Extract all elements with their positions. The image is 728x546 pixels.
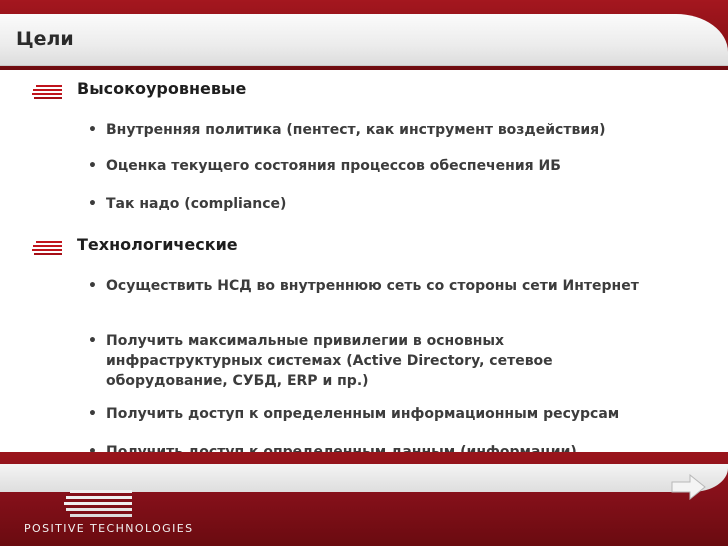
list-item-text: Внутренняя политика (пентест, как инструмент воздействия) (106, 122, 606, 138)
next-arrow-icon[interactable] (670, 474, 706, 500)
positive-technologies-logo-icon (64, 490, 136, 520)
list-item (88, 331, 648, 391)
list-item (88, 156, 698, 176)
slide-title: Цели (16, 28, 74, 50)
list-item-text: Оценка текущего состояния процессов обеспечения ИБ (106, 158, 561, 174)
list-item-text: Получить максимальные привилегии в основных инфраструктурных системах (Active Directory, сетевое оборудование, СУБД, ERP и пр.) (106, 333, 553, 389)
section-label: Технологические (77, 235, 238, 254)
red-stripes-icon (32, 241, 64, 255)
bullet-dot-icon: • (88, 278, 97, 294)
footer-strip (0, 464, 728, 492)
bullet-dot-icon: • (88, 122, 97, 138)
list-item (88, 120, 698, 140)
list-item (88, 194, 698, 214)
list-item-text: Так надо (compliance) (106, 196, 287, 212)
bullet-dot-icon: • (88, 158, 97, 174)
bullet-dot-icon: • (88, 406, 97, 422)
list-item-text: Осуществить НСД во внутреннюю сеть со стороны сети Интернет (106, 278, 639, 294)
title-bar (0, 14, 728, 66)
list-item (88, 276, 648, 296)
section-label: Высокоуровневые (77, 79, 247, 98)
red-stripes-icon (32, 85, 64, 99)
list-item (88, 404, 698, 424)
bullet-dot-icon: • (88, 196, 97, 212)
logo-text: POSITIVE TECHNOLOGIES (24, 522, 194, 535)
list-item-text: Получить доступ к определенным информационным ресурсам (106, 406, 620, 422)
bullet-dot-icon: • (88, 333, 97, 349)
